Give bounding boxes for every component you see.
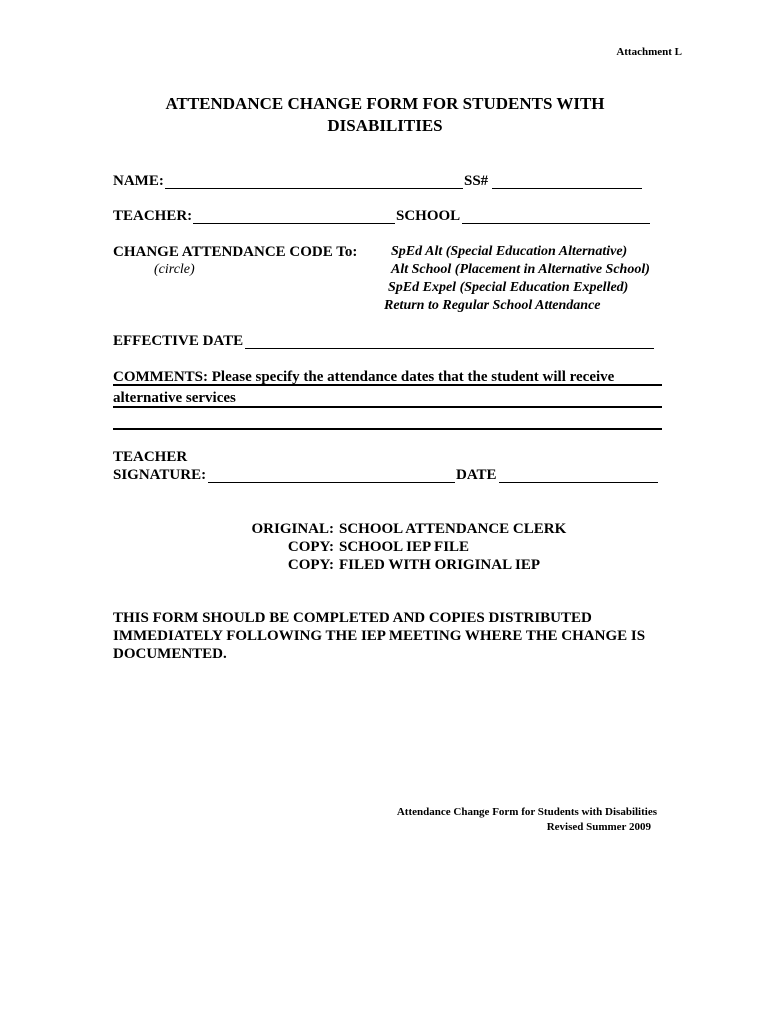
ss-label: SS# (464, 173, 489, 189)
signature-label: SIGNATURE: (113, 467, 207, 483)
comments-label-continued: alternative services (113, 390, 236, 406)
title-line-2: DISABILITIES (327, 116, 443, 135)
notice-line-1: THIS FORM SHOULD BE COMPLETED AND COPIES DISTRIBUTED (113, 610, 592, 626)
circle-hint: (circle) (154, 262, 195, 277)
school-field[interactable] (462, 223, 650, 224)
comments-line-3[interactable] (113, 428, 662, 430)
date-label: DATE (456, 467, 497, 483)
original-label: ORIGINAL: (251, 521, 334, 537)
copy-2-label: COPY: (287, 557, 334, 573)
copy-1-label: COPY: (287, 539, 334, 555)
effective-date-field[interactable] (245, 348, 654, 349)
name-field[interactable] (165, 188, 463, 189)
notice-line-3: DOCUMENTED. (113, 646, 227, 662)
comments-label: COMMENTS: Please specify the attendance dates that the student will receive (113, 369, 615, 385)
school-label: SCHOOL (396, 208, 461, 224)
attachment-label: Attachment L (616, 46, 682, 58)
original-value: SCHOOL ATTENDANCE CLERK (339, 521, 567, 537)
option-sped-expel[interactable]: SpEd Expel (Special Education Expelled) (388, 280, 629, 295)
ss-field[interactable] (492, 188, 642, 189)
effective-date-label: EFFECTIVE DATE (113, 333, 244, 349)
comments-line-1[interactable] (113, 384, 662, 386)
option-alt-school[interactable]: Alt School (Placement in Alternative School) (391, 262, 650, 277)
comments-line-2[interactable] (113, 406, 662, 408)
copy-1-value: SCHOOL IEP FILE (339, 539, 470, 555)
copy-2-value: FILED WITH ORIGINAL IEP (339, 557, 541, 573)
form-title (0, 93, 770, 137)
title-line-1: ATTENDANCE CHANGE FORM FOR STUDENTS WITH (165, 94, 605, 113)
teacher-label: TEACHER: (113, 208, 193, 224)
footer-line-2: Revised Summer 2009 (546, 821, 651, 833)
signature-field[interactable] (208, 482, 455, 483)
teacher-field[interactable] (193, 223, 395, 224)
option-sped-alt[interactable]: SpEd Alt (Special Education Alternative) (391, 244, 628, 259)
change-code-label: CHANGE ATTENDANCE CODE To: (113, 244, 358, 260)
date-field[interactable] (499, 482, 658, 483)
teacher-signature-label-line1: TEACHER (113, 449, 188, 465)
name-label: NAME: (113, 173, 164, 189)
notice-line-2: IMMEDIATELY FOLLOWING THE IEP MEETING WHERE THE CHANGE IS (113, 628, 646, 644)
option-return-regular[interactable]: Return to Regular School Attendance (384, 298, 601, 313)
footer-line-1: Attendance Change Form for Students with Disabilities (396, 806, 657, 818)
